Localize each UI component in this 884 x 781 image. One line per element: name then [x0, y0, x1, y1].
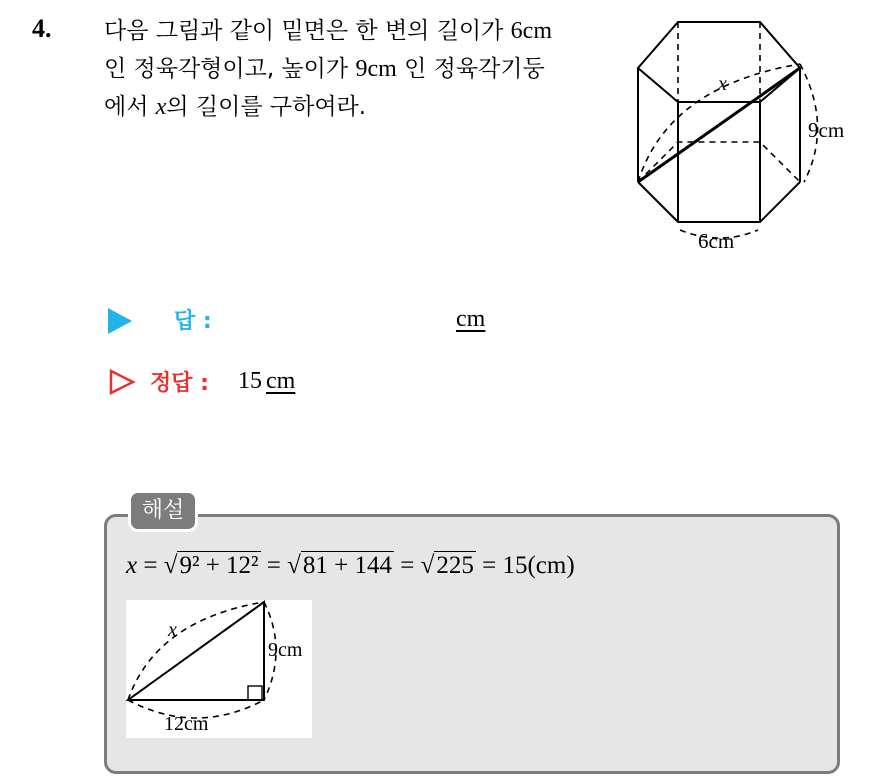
sqrt-term-2: √81 + 144: [287, 552, 392, 579]
triangle-label-height: 9cm: [268, 639, 303, 661]
correct-value-unit: cm: [266, 368, 296, 394]
question-line-2-text-a: 인 정육각형이고, 높이가: [104, 56, 356, 82]
question-line-1: [104, 12, 614, 50]
height-value: 9cm: [355, 56, 397, 82]
answer-arrow-icon: [108, 308, 132, 334]
question-line-2: [104, 50, 614, 88]
question-text: [104, 12, 614, 126]
side-length-value: 6cm: [510, 18, 552, 44]
prism-label-height: 9cm: [808, 118, 845, 142]
sqrt-term-3-body: 225: [436, 552, 474, 579]
prism-bottom-back: [638, 142, 800, 182]
answer-label: 답 :: [174, 309, 212, 334]
explanation-tab: 해설: [128, 490, 198, 532]
triangle-shape: [128, 602, 264, 700]
formula-eq-1: =: [143, 552, 158, 579]
variable-x: x: [155, 94, 167, 120]
explanation-formula: [126, 552, 575, 580]
right-angle-marker: [248, 686, 262, 700]
triangle-label-x: x: [168, 619, 177, 641]
formula-result: 15(cm): [502, 552, 575, 579]
right-triangle-figure: [126, 600, 312, 738]
prism-label-x: x: [718, 73, 727, 95]
formula-x: x: [126, 552, 138, 579]
sqrt-term-1: √9² + 12²: [163, 552, 259, 579]
question-line-3-text-a: 에서: [104, 94, 156, 120]
correct-arrow-icon: [108, 368, 136, 396]
prism-bottom-front: [638, 182, 800, 222]
correct-answer-label: 정답 :: [150, 371, 209, 396]
formula-eq-3: =: [400, 552, 415, 579]
question-line-2-text-b: 인 정육각기둥: [396, 56, 545, 82]
question-number: 4.: [32, 14, 52, 43]
prism-label-side: 6cm: [698, 229, 735, 253]
triangle-label-base: 12cm: [164, 713, 209, 735]
correct-value-number: 15: [238, 368, 262, 394]
hexagonal-prism-figure: [628, 6, 858, 258]
answer-input-unit[interactable]: cm: [456, 306, 486, 332]
question-line-1-text: 다음 그림과 같이 밑면은 한 변의 길이가: [104, 18, 511, 44]
formula-eq-4: =: [482, 552, 497, 579]
sqrt-term-2-body: 81 + 144: [302, 552, 392, 579]
sqrt-term-3: √225: [420, 552, 474, 579]
question-line-3: [104, 88, 614, 126]
correct-answer-value: [238, 368, 295, 395]
sqrt-term-1-body: 9² + 12²: [179, 552, 259, 579]
formula-eq-2: =: [266, 552, 281, 579]
question-line-3-text-b: 의 길이를 구하여라.: [166, 94, 367, 120]
